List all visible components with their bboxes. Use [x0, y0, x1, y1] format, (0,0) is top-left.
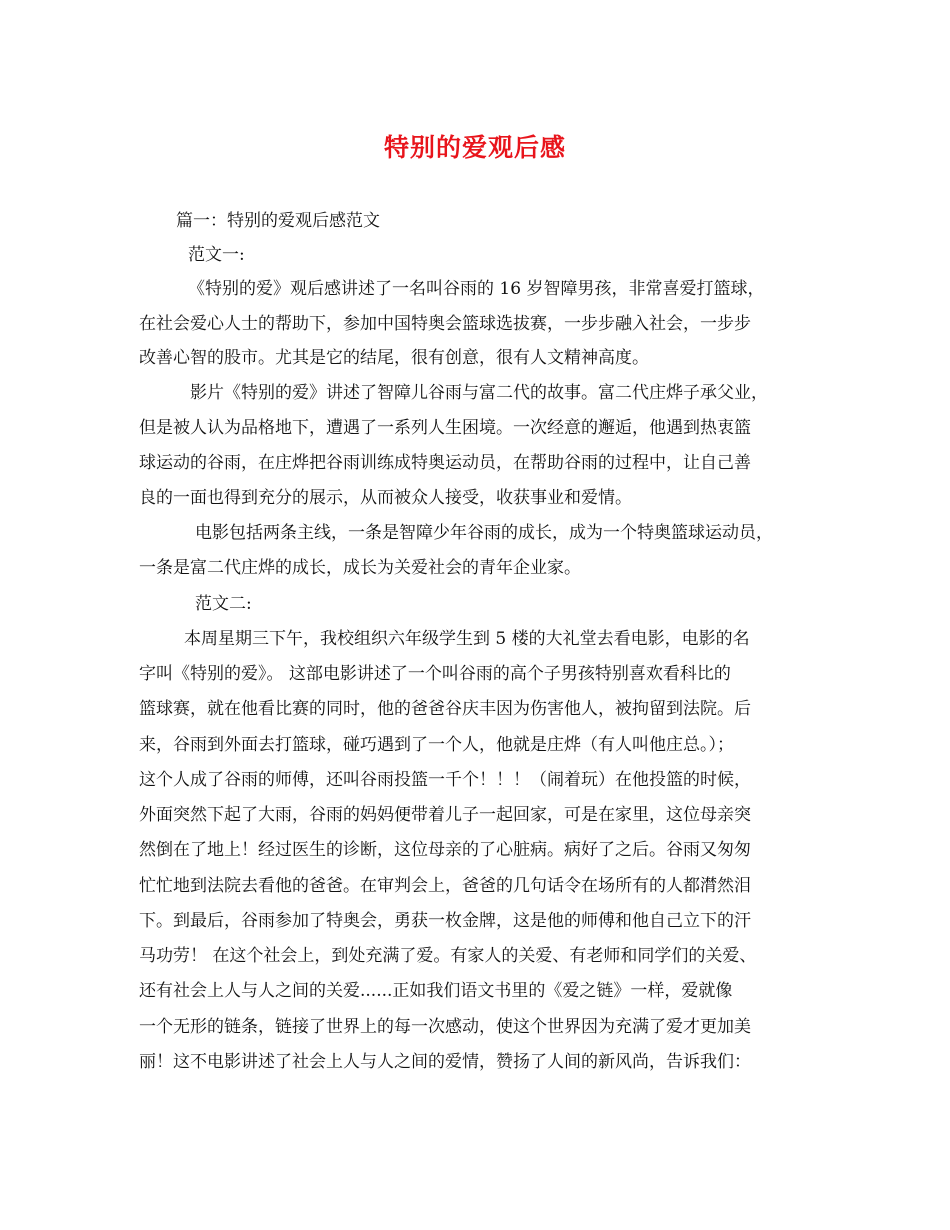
paragraph-line: 良的一面也得到充分的展示，从而被众人接受，收获事业和爱情。 [139, 488, 632, 508]
paragraph-line: 然倒在了地上！经过医生的诊断，这位母亲的了心脏病。病好了之后。谷雨又匆匆 [139, 840, 751, 860]
paragraph-line: 电影包括两条主线，一条是智障少年谷雨的成长，成为一个特奥篮球运动员， [195, 523, 773, 543]
paragraph-line: 本周星期三下午，我校组织六年级学生到 5 楼的大礼堂去看电影，电影的名 [184, 629, 750, 649]
paragraph-line: 丽！这不电影讲述了社会上人与人之间的爱情，赞扬了人间的新风尚，告诉我们： [139, 1052, 751, 1072]
paragraph-line: 还有社会上人与人之间的关爱......正如我们语文书里的《爱之链》一样，爱就像 [139, 981, 733, 1001]
paragraph-line: 字叫《特别的爱》。 这部电影讲述了一个叫谷雨的高个子男孩特别喜欢看科比的 [139, 664, 731, 684]
paragraph-line: 但是被人认为品格地下，遭遇了一系列人生困境。一次经意的邂逅，他遇到热衷篮 [139, 418, 751, 438]
sample-label-1: 范文一: [188, 245, 245, 265]
paragraph-line: 来，谷雨到外面去打篮球，碰巧遇到了一个人，他就是庄烨（有人叫他庄总。）； [139, 735, 734, 755]
sample-label-2: 范文二: [195, 594, 252, 614]
paragraph-line: 改善心智的股市。尤其是它的结尾，很有创意，很有人文精神高度。 [139, 348, 649, 368]
paragraph-line: 下。到最后，谷雨参加了特奥会，勇获一枚金牌，这是他的师傅和他自己立下的汗 [139, 911, 751, 931]
paragraph-line: 球运动的谷雨，在庄烨把谷雨训练成特奥运动员，在帮助谷雨的过程中，让自己善 [139, 453, 751, 473]
paragraph-line: 外面突然下起了大雨，谷雨的妈妈便带着儿子一起回家，可是在家里，这位母亲突 [139, 805, 751, 825]
paragraph-line: 《特别的爱》观后感讲述了一名叫谷雨的 16 岁智障男孩，非常喜爱打篮球， [188, 279, 765, 299]
paragraph-line: 在社会爱心人士的帮助下，参加中国特奥会篮球选拔赛，一步步融入社会，一步步 [139, 314, 751, 334]
paragraph-line: 一条是富二代庄烨的成长，成长为关爱社会的青年企业家。 [139, 558, 581, 578]
paragraph-line: 马功劳！ 在这个社会上，到处充满了爱。有家人的关爱、有老师和同学们的关爱、 [139, 946, 757, 966]
paragraph-line: 篮球赛，就在他看比赛的同时，他的爸爸谷庆丰因为伤害他人，被拘留到法院。后 [139, 699, 751, 719]
document-title: 特别的爱观后感 [383, 133, 566, 162]
section-heading: 篇一：特别的爱观后感范文 [176, 211, 380, 231]
paragraph-line: 这个人成了谷雨的师傅，还叫谷雨投篮一千个！！！（闹着玩）在他投篮的时候， [139, 770, 751, 790]
paragraph-line: 忙忙地到法院去看他的爸爸。在审判会上，爸爸的几句话令在场所有的人都潸然泪 [139, 876, 751, 896]
paragraph-line: 一个无形的链条，链接了世界上的每一次感动，使这个世界因为充满了爱才更加美 [139, 1017, 751, 1037]
paragraph-line: 影片《特别的爱》讲述了智障儿谷雨与富二代的故事。富二代庄烨子承父业， [190, 383, 768, 403]
